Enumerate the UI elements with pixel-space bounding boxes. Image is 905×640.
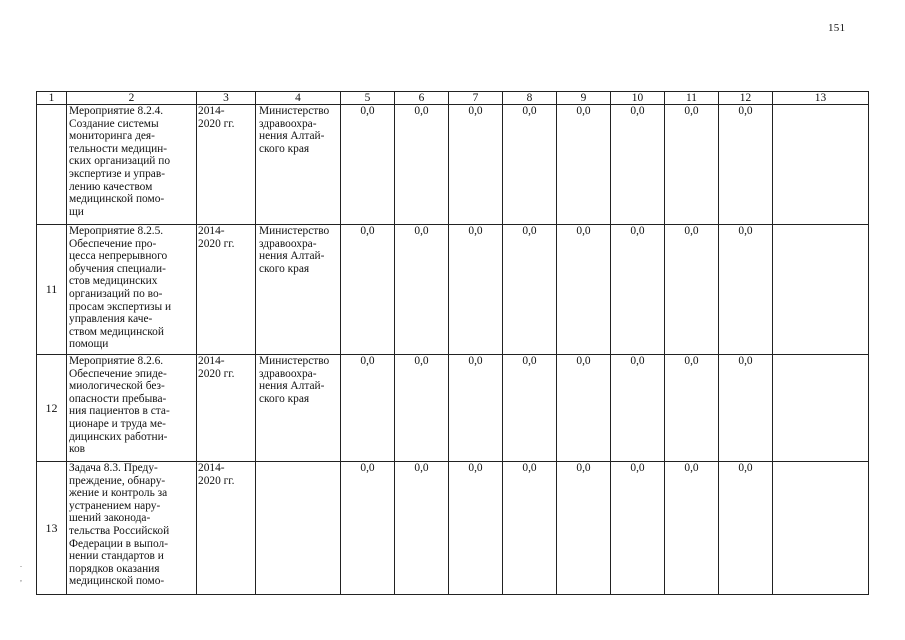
program-table	[36, 91, 869, 595]
activity-description-line: опасности пребыва-	[69, 392, 167, 405]
note-cell	[773, 355, 869, 462]
period-cell-line: 2020 гг.	[198, 474, 235, 487]
table-row	[37, 105, 869, 225]
value-cell: 0,0	[719, 105, 773, 225]
activity-description-line: устранением нару-	[69, 499, 161, 512]
executor-cell-line: нения Алтай-	[259, 250, 325, 263]
executor-cell-line: ского края	[259, 392, 310, 405]
activity-description-line: Создание системы	[69, 117, 159, 130]
header-row	[37, 92, 869, 105]
value-cell: 0,0	[341, 225, 395, 355]
executor-cell-line: Министерство	[259, 355, 330, 367]
activity-description-line: Обеспечение эпиде-	[69, 367, 167, 380]
activity-description-line: ния пациентов в ста-	[69, 405, 170, 418]
executor-cell-line: здравоохра-	[259, 237, 317, 250]
executor-cell-line: здравоохра-	[259, 367, 317, 380]
header-cell: 6	[395, 92, 449, 105]
value-cell: 0,0	[557, 355, 611, 462]
header-cell: 2	[67, 92, 197, 105]
header-cell: 7	[449, 92, 503, 105]
margin-mark: ,	[20, 574, 22, 583]
period-cell-line: 2014-	[198, 105, 225, 117]
value-cell: 0,0	[449, 462, 503, 595]
activity-description-line: цесса непрерывного	[69, 250, 168, 263]
activity-description-line: Мероприятие 8.2.5.	[69, 225, 164, 237]
value-cell: 0,0	[665, 462, 719, 595]
activity-description-line: преждение, обнару-	[69, 474, 166, 487]
value-cell: 0,0	[449, 225, 503, 355]
activity-description-line: ков	[69, 443, 86, 456]
activity-description-line: нении стандартов и	[69, 550, 164, 563]
row-number: 11	[37, 225, 67, 355]
header-cell: 8	[503, 92, 557, 105]
activity-description-line: ских организаций по	[69, 155, 171, 168]
value-cell: 0,0	[665, 105, 719, 225]
activity-description-line: мониторинга дея-	[69, 130, 155, 143]
value-cell: 0,0	[341, 462, 395, 595]
row-number	[37, 105, 67, 225]
value-cell: 0,0	[395, 462, 449, 595]
period-cell-line: 2014-	[198, 225, 225, 237]
value-cell: 0,0	[557, 225, 611, 355]
value-cell: 0,0	[449, 105, 503, 225]
executor-cell-line: Министерство	[259, 225, 330, 237]
value-cell: 0,0	[611, 225, 665, 355]
value-cell: 0,0	[557, 462, 611, 595]
executor-cell-line: здравоохра-	[259, 117, 317, 130]
activity-description-line: стов медицинских	[69, 275, 158, 288]
executor-cell	[256, 355, 341, 462]
executor-cell-line: Министерство	[259, 105, 330, 117]
executor-cell-line: ского края	[259, 262, 310, 275]
table-row	[37, 355, 869, 462]
activity-description-line: медицинской помо-	[69, 575, 165, 588]
header-cell: 11	[665, 92, 719, 105]
period-cell	[197, 225, 256, 355]
header-cell: 1	[37, 92, 67, 105]
value-cell: 0,0	[503, 355, 557, 462]
value-cell: 0,0	[341, 355, 395, 462]
executor-cell-line: нения Алтай-	[259, 130, 325, 143]
margin-mark: .	[20, 560, 22, 569]
period-cell-line: 2014-	[198, 462, 225, 474]
activity-description	[67, 225, 197, 355]
activity-description-line: помощи	[69, 338, 109, 351]
activity-description-line: организаций по во-	[69, 287, 163, 300]
note-cell	[773, 462, 869, 595]
value-cell: 0,0	[395, 355, 449, 462]
value-cell: 0,0	[395, 105, 449, 225]
activity-description	[67, 462, 197, 595]
activity-description-line: Обеспечение про-	[69, 237, 157, 250]
value-cell: 0,0	[611, 355, 665, 462]
activity-description-line: управления каче-	[69, 313, 153, 326]
activity-description-line: Мероприятие 8.2.4.	[69, 105, 164, 117]
executor-cell	[256, 225, 341, 355]
activity-description-line: жение и контроль за	[69, 487, 168, 500]
activity-description-line: порядков оказания	[69, 562, 160, 575]
value-cell: 0,0	[665, 355, 719, 462]
activity-description-line: шений законода-	[69, 512, 151, 525]
value-cell: 0,0	[611, 462, 665, 595]
table-row	[37, 225, 869, 355]
header-cell: 10	[611, 92, 665, 105]
value-cell: 0,0	[719, 355, 773, 462]
activity-description-line: миологической без-	[69, 380, 165, 393]
table-row	[37, 462, 869, 595]
period-cell-line: 2020 гг.	[198, 237, 235, 250]
value-cell: 0,0	[665, 225, 719, 355]
activity-description-line: тельности медицин-	[69, 142, 168, 155]
value-cell: 0,0	[503, 225, 557, 355]
activity-description-line: ством медицинской	[69, 325, 164, 338]
row-number: 13	[37, 462, 67, 595]
header-cell: 13	[773, 92, 869, 105]
note-cell	[773, 105, 869, 225]
activity-description	[67, 355, 197, 462]
executor-cell-line: нения Алтай-	[259, 380, 325, 393]
value-cell: 0,0	[395, 225, 449, 355]
activity-description-line: просам экспертизы и	[69, 300, 172, 313]
period-cell-line: 2014-	[198, 355, 225, 367]
activity-description-line: дицинских работни-	[69, 430, 168, 443]
note-cell	[773, 225, 869, 355]
executor-cell	[256, 105, 341, 225]
value-cell: 0,0	[341, 105, 395, 225]
period-cell	[197, 105, 256, 225]
activity-description-line: экспертизе и управ-	[69, 167, 166, 180]
header-cell: 9	[557, 92, 611, 105]
header-cell: 12	[719, 92, 773, 105]
header-cell: 4	[256, 92, 341, 105]
header-cell: 5	[341, 92, 395, 105]
period-cell	[197, 462, 256, 595]
activity-description-line: Федерации в выпол-	[69, 537, 169, 550]
activity-description-line: Задача 8.3. Преду-	[69, 462, 158, 474]
value-cell: 0,0	[503, 462, 557, 595]
value-cell: 0,0	[449, 355, 503, 462]
executor-cell-line: ского края	[259, 142, 310, 155]
period-cell-line: 2020 гг.	[198, 117, 235, 130]
executor-cell	[256, 462, 341, 595]
page-number: 151	[828, 22, 846, 34]
activity-description-line: лению качеством	[69, 180, 153, 193]
activity-description-line: ционаре и труда ме-	[69, 417, 166, 430]
activity-description-line: медицинской помо-	[69, 193, 165, 206]
activity-description-line: тельства Российской	[69, 524, 170, 537]
value-cell: 0,0	[719, 462, 773, 595]
period-cell	[197, 355, 256, 462]
value-cell: 0,0	[611, 105, 665, 225]
value-cell: 0,0	[719, 225, 773, 355]
activity-description	[67, 105, 197, 225]
period-cell-line: 2020 гг.	[198, 367, 235, 380]
value-cell: 0,0	[557, 105, 611, 225]
activity-description-line: Мероприятие 8.2.6.	[69, 355, 164, 367]
activity-description-line: щи	[69, 205, 84, 218]
value-cell: 0,0	[503, 105, 557, 225]
header-cell: 3	[197, 92, 256, 105]
activity-description-line: обучения специали-	[69, 262, 166, 275]
row-number: 12	[37, 355, 67, 462]
